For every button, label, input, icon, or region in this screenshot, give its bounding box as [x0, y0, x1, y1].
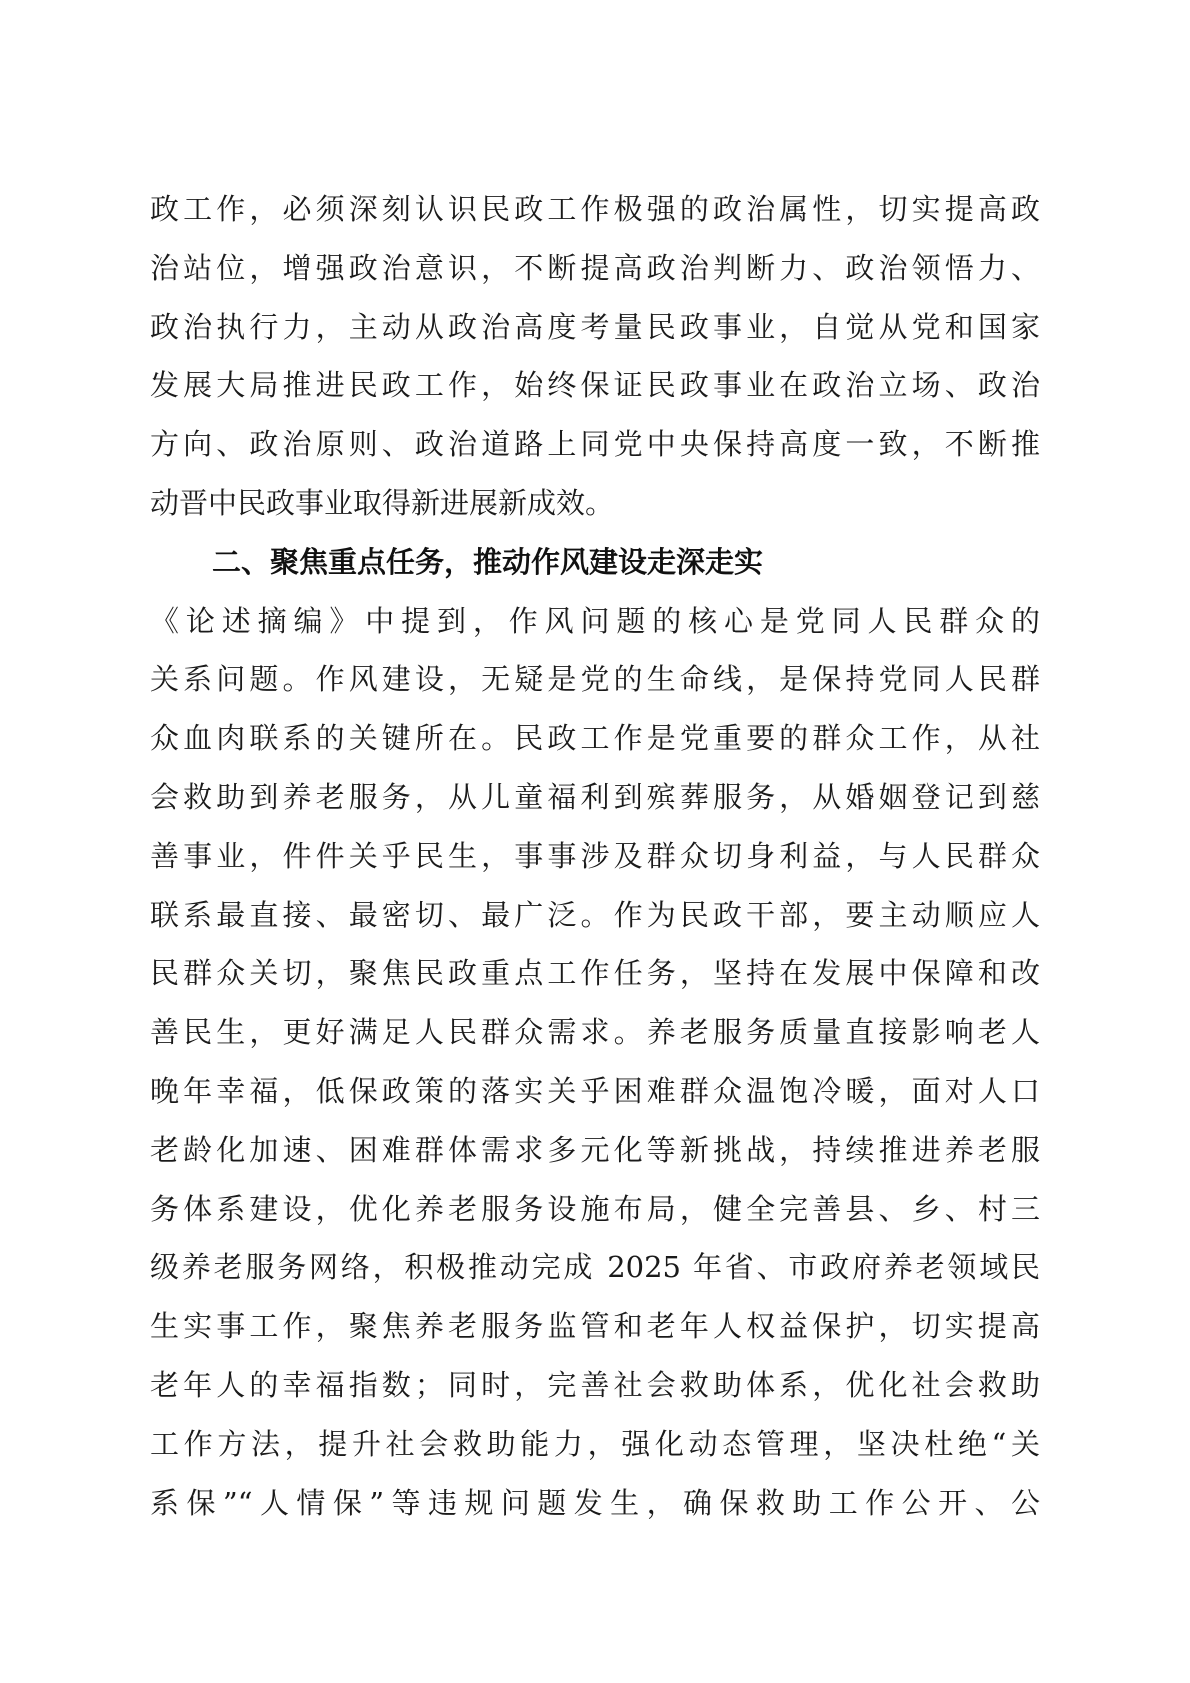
paragraph-line: 晚年幸福，低保政策的落实关乎困难群众温饱冷暖，面对人口 [150, 1073, 1040, 1108]
paragraph-line: 会救助到养老服务，从儿童福利到殡葬服务，从婚姻登记到慈 [150, 779, 1040, 814]
paragraph-line: 老年人的幸福指数；同时，完善社会救助体系，优化社会救助 [150, 1367, 1040, 1402]
paragraph-line: 务体系建设，优化养老服务设施布局，健全完善县、乡、村三 [150, 1191, 1040, 1226]
paragraph-line: 工作方法，提升社会救助能力，强化动态管理，坚决杜绝“关 [150, 1426, 1040, 1461]
paragraph-line: 方向、政治原则、政治道路上同党中央保持高度一致，不断推 [150, 427, 1040, 462]
paragraph-line: 治站位，增强政治意识，不断提高政治判断力、政治领悟力、 [150, 250, 1040, 285]
paragraph-line: 民群众关切，聚焦民政重点工作任务，坚持在发展中保障和改 [150, 956, 1040, 991]
paragraph-line: 善民生，更好满足人民群众需求。养老服务质量直接影响老人 [150, 1015, 1040, 1050]
paragraph-line: 众血肉联系的关键所在。民政工作是党重要的群众工作，从社 [150, 721, 1040, 756]
paragraph-line: 政工作，必须深刻认识民政工作极强的政治属性，切实提高政 [150, 192, 1040, 226]
paragraph-line: 发展大局推进民政工作，始终保证民政事业在政治立场、政治 [150, 368, 1040, 403]
paragraph-line: 系保”“人情保”等违规问题发生，确保救助工作公开、公 [150, 1485, 1040, 1520]
paragraph-line: 关系问题。作风建设，无疑是党的生命线，是保持党同人民群 [150, 662, 1040, 697]
body-text [150, 180, 1040, 1532]
paragraph-line: 生实事工作，聚焦养老服务监管和老年人权益保护，切实提高 [150, 1309, 1040, 1344]
section-heading: 二、聚焦重点任务，推动作风建设走深走实 [212, 544, 764, 579]
paragraph-line: 动晋中民政事业取得新进展新成效。 [150, 485, 615, 520]
paragraph-line: 老龄化加速、困难群体需求多元化等新挑战，持续推进养老服 [150, 1132, 1040, 1167]
paragraph-line: 级养老服务网络，积极推动完成 2025 年省、市政府养老领域民 [150, 1250, 1040, 1285]
paragraph-line: 善事业，件件关乎民生，事事涉及群众切身利益，与人民群众 [150, 838, 1040, 873]
paragraph-line: 政治执行力，主动从政治高度考量民政事业，自觉从党和国家 [150, 309, 1040, 344]
paragraph-line: 联系最直接、最密切、最广泛。作为民政干部，要主动顺应人 [150, 897, 1040, 932]
paragraph-line: 《论述摘编》中提到，作风问题的核心是党同人民群众的 [150, 603, 1040, 638]
